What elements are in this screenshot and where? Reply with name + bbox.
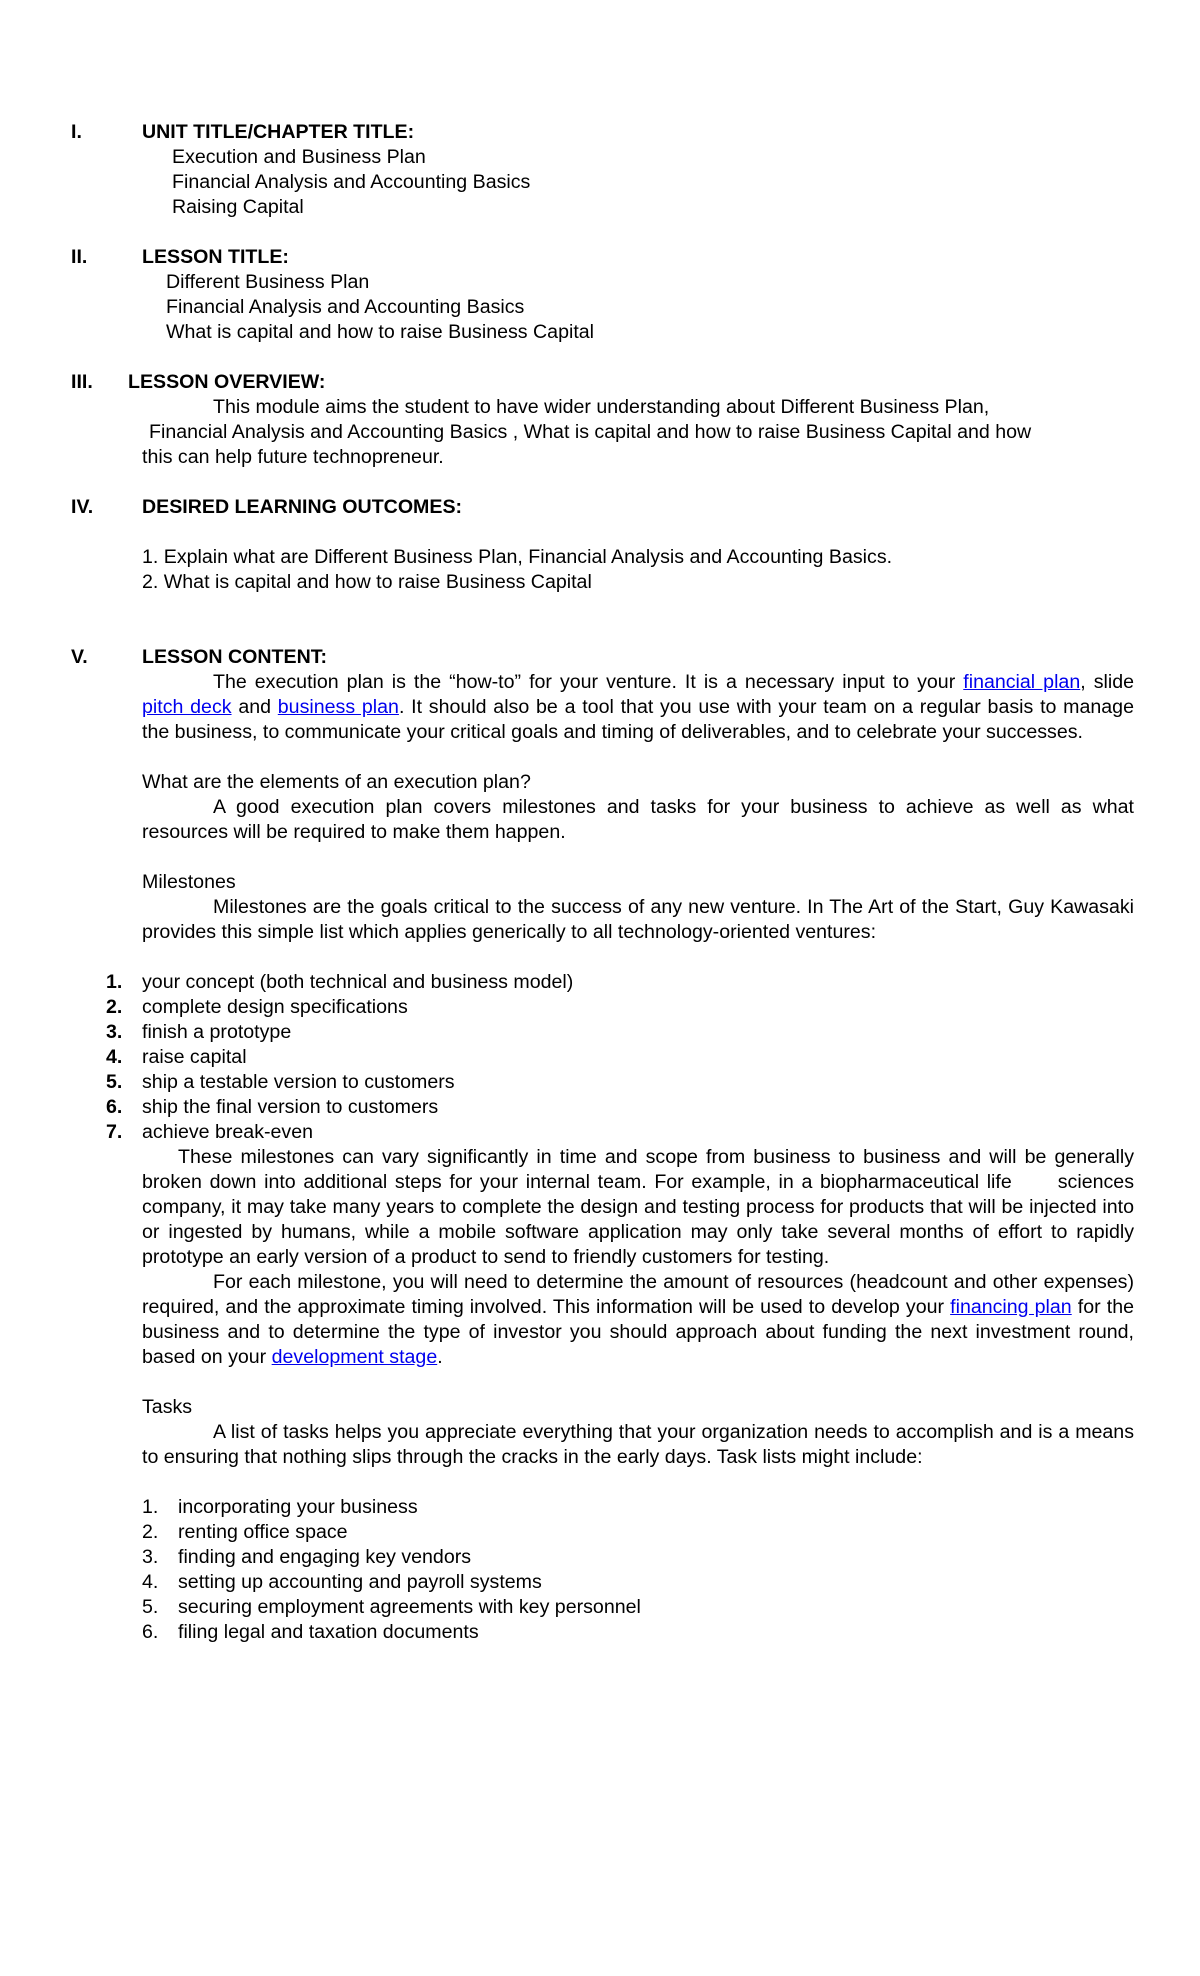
section-heading: UNIT TITLE/CHAPTER TITLE:	[142, 121, 415, 143]
section-heading: DESIRED LEARNING OUTCOMES:	[142, 496, 463, 518]
section-number: V.	[71, 646, 88, 668]
section-heading: LESSON OVERVIEW:	[128, 371, 326, 393]
list-text: achieve break-even	[142, 1121, 314, 1143]
section-number: II.	[71, 246, 88, 268]
overview-line: Financial Analysis and Accounting Basics , What is capital and how to raise Business Capital and how	[149, 421, 1032, 443]
section-lesson-overview	[0, 370, 1200, 470]
section-number: IV.	[71, 496, 94, 518]
paragraph-text: .	[437, 1346, 443, 1368]
unit-title-line: Raising Capital	[172, 196, 304, 218]
list-text: your concept (both technical and business model)	[142, 971, 574, 993]
lesson-title-line: Financial Analysis and Accounting Basics	[166, 296, 525, 318]
list-text: incorporating your business	[178, 1496, 418, 1518]
paragraph-text: For each milestone, you will need to determine the amount of resources (headcount and other expenses) required, and the approximate timing involved. This information will be used to develop your	[142, 1271, 1134, 1318]
list-item	[106, 1095, 1006, 1120]
list-text: renting office space	[178, 1521, 348, 1543]
list-text: finish a prototype	[142, 1021, 292, 1043]
lesson-content-body	[142, 670, 1134, 945]
paragraph-execution-plan	[142, 670, 1134, 745]
paragraph-resources	[142, 1270, 1134, 1370]
paragraph-text: for the business and to determine the type of investor you should approach about funding the next investment round, based on your	[142, 1296, 1135, 1368]
paragraph-milestones: Milestones are the goals critical to the success of any new venture. In The Art of the Start, Guy Kawasaki provides this simple list which applies generically to all technology-oriented ventures:	[142, 896, 1134, 943]
list-number: 1.	[142, 1496, 159, 1518]
list-text: securing employment agreements with key personnel	[178, 1596, 641, 1618]
list-text: ship the final version to customers	[142, 1096, 439, 1118]
list-item	[142, 1495, 1042, 1520]
business-plan-link[interactable]: business plan	[277, 696, 399, 718]
outcome-item: 2. What is capital and how to raise Business Capital	[142, 571, 592, 593]
list-number: 2.	[142, 1521, 159, 1543]
section-unit-title	[0, 120, 1200, 220]
list-item	[142, 1520, 1042, 1545]
financial-plan-link[interactable]: financial plan	[963, 671, 1081, 693]
list-text: raise capital	[142, 1046, 247, 1068]
list-number: 7.	[106, 1121, 123, 1143]
list-number: 4.	[142, 1571, 159, 1593]
outcome-item: 1. Explain what are Different Business Plan, Financial Analysis and Accounting Basics.	[142, 546, 893, 568]
list-item	[142, 1595, 1042, 1620]
unit-title-line: Financial Analysis and Accounting Basics	[172, 171, 531, 193]
paragraph-text: , slide	[1080, 671, 1134, 693]
paragraph-text: The execution plan is the “how-to” for your venture. It is a necessary input to your	[213, 671, 964, 693]
list-text: complete design specifications	[142, 996, 408, 1018]
lesson-title-line: What is capital and how to raise Business Capital	[166, 321, 595, 343]
section-lesson-title	[0, 245, 1200, 345]
section-heading: LESSON TITLE:	[142, 246, 289, 268]
list-text: filing legal and taxation documents	[178, 1621, 479, 1643]
list-item	[142, 1545, 1042, 1570]
list-item	[142, 1570, 1042, 1595]
list-number: 5.	[142, 1596, 159, 1618]
list-number: 3.	[106, 1021, 123, 1043]
section-heading: LESSON CONTENT:	[142, 646, 328, 668]
list-item	[106, 1020, 1006, 1045]
tasks-heading: Tasks	[142, 1396, 193, 1418]
list-number: 6.	[106, 1096, 123, 1118]
list-text: setting up accounting and payroll systems	[178, 1571, 542, 1593]
overview-line: this can help future technopreneur.	[142, 446, 444, 468]
lesson-content-body-2	[142, 1145, 1134, 1470]
list-item	[106, 1045, 1006, 1070]
list-number: 4.	[106, 1046, 123, 1068]
section-number: III.	[71, 371, 93, 393]
overview-line: This module aims the student to have wider understanding about Different Business Plan,	[213, 396, 990, 418]
paragraph-tasks: A list of tasks helps you appreciate everything that your organization needs to accomplish and is a means to ensuring that nothing slips through the cracks in the early days. Task lists might include:	[142, 1421, 1134, 1468]
list-item	[106, 1120, 1006, 1145]
section-number: I.	[71, 121, 82, 143]
paragraph-text: and	[231, 696, 278, 718]
list-item	[106, 970, 1006, 995]
development-stage-link[interactable]: development stage	[271, 1346, 438, 1368]
section-learning-outcomes	[0, 495, 1200, 595]
list-item	[106, 1070, 1006, 1095]
list-number: 1.	[106, 971, 123, 993]
paragraph-text: . It should also be a tool that you use with your team on a regular basis to manage the business, to communicate your critical goals and timing of deliverables, and to celebrate your successes.	[142, 696, 1134, 743]
list-item	[106, 995, 1006, 1020]
list-number: 2.	[106, 996, 123, 1018]
milestones-heading: Milestones	[142, 871, 236, 893]
pitch-deck-link[interactable]: pitch deck	[142, 696, 232, 718]
list-item	[142, 1620, 1042, 1645]
list-number: 3.	[142, 1546, 159, 1568]
milestones-list	[106, 970, 1006, 1145]
paragraph-good-plan: A good execution plan covers milestones and tasks for your business to achieve as well as what resources will be required to make them happen.	[142, 796, 1134, 843]
unit-title-line: Execution and Business Plan	[172, 146, 426, 168]
list-text: finding and engaging key vendors	[178, 1546, 472, 1568]
paragraph-milestone-variation: These milestones can vary significantly in time and scope from business to business and will be generally broken down into additional steps for your internal team. For example, in a biopharmaceutical life sciences company, it may take many years to complete the design and testing process for products that will be injected into or ingested by humans, while a mobile software application may only take several months of effort to rapidly prototype an early version of a product to send to friendly customers for testing.	[142, 1146, 1134, 1268]
tasks-list	[142, 1495, 1042, 1645]
financing-plan-link[interactable]: financing plan	[950, 1296, 1072, 1318]
question-elements: What are the elements of an execution plan?	[142, 771, 531, 793]
list-number: 5.	[106, 1071, 123, 1093]
list-number: 6.	[142, 1621, 159, 1643]
lesson-title-line: Different Business Plan	[166, 271, 370, 293]
list-text: ship a testable version to customers	[142, 1071, 455, 1093]
